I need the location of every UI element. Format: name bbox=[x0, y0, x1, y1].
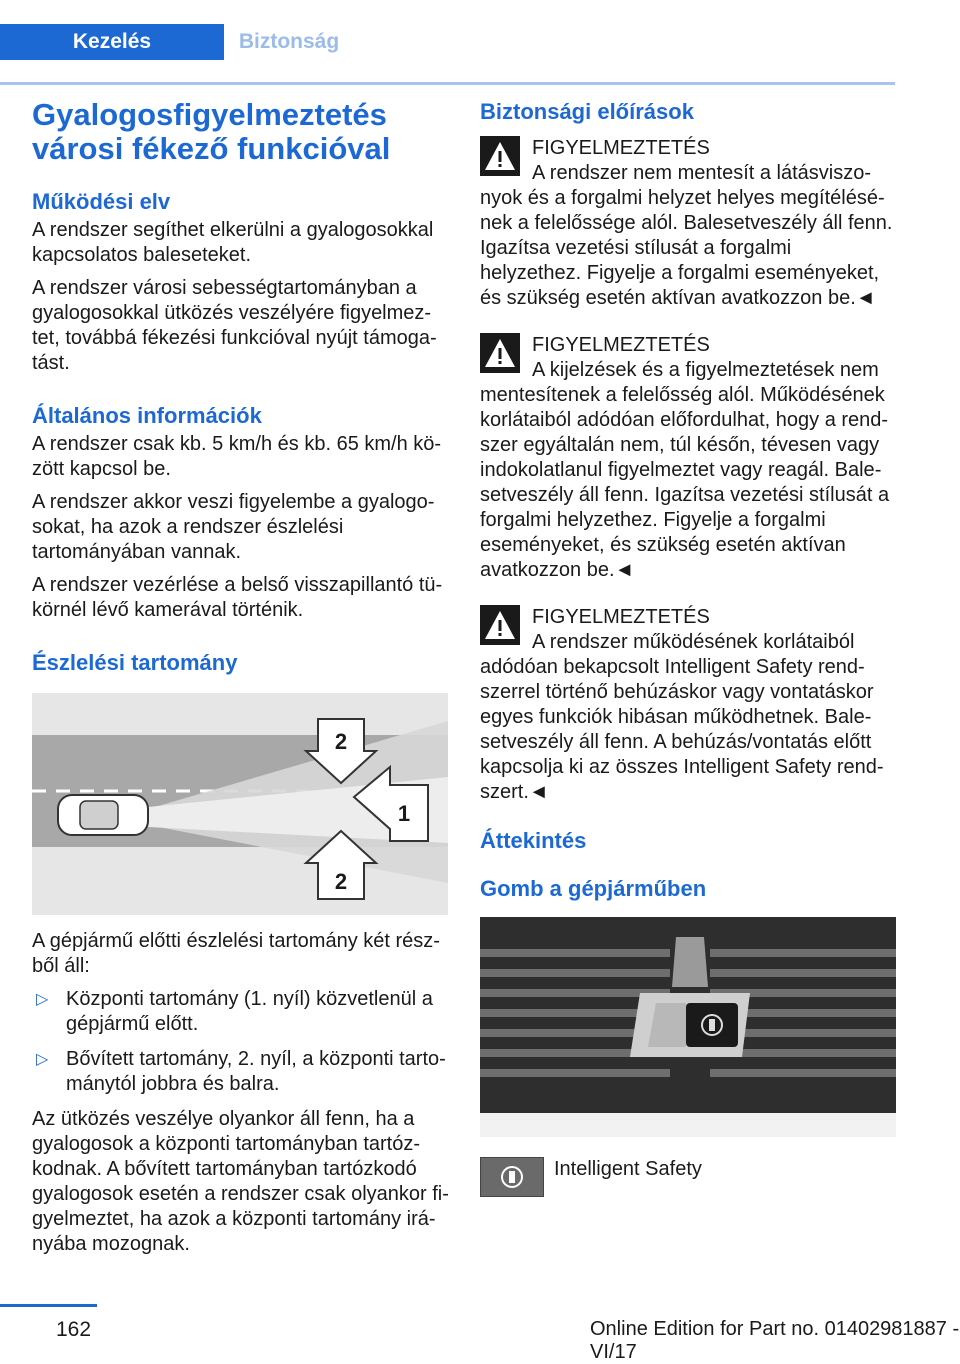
car-icon bbox=[58, 795, 148, 835]
left-column bbox=[32, 98, 450, 1265]
warning-title: FIGYELMEZTETÉS bbox=[532, 137, 710, 159]
section-tabs bbox=[0, 24, 895, 60]
button-photo bbox=[480, 917, 896, 1137]
tab-biztonsag[interactable]: Biztonság bbox=[238, 30, 340, 53]
warning-text: A rendszer nem mentesít a látásviszonyok és a forgalmi helyzet helyes megítélésének a felelőssége alól. Balesetveszély áll fenn. Igazítsa vezetési stílusát a forgalmi helyzethez. Figyelje a forgalmi eseményeket, és szükség esetén aktívan avatkozzon be.◄ bbox=[480, 162, 893, 309]
heading-attekintes: Áttekintés bbox=[480, 828, 587, 853]
button-legend bbox=[480, 1157, 896, 1197]
paragraph: A rendszer segíthet elkerülni a gyalogosokkal kapcsolatos baleseteket. bbox=[32, 219, 434, 266]
warning-title: FIGYELMEZTETÉS bbox=[532, 334, 710, 356]
warning-icon bbox=[480, 136, 520, 176]
figure-label-2-top: 2 bbox=[334, 729, 348, 754]
list-item: ▷ Bővített tartomány, 2. nyíl, a központi tartománytól jobbra és balra. bbox=[36, 1048, 446, 1095]
warning-icon bbox=[480, 605, 520, 645]
right-column bbox=[480, 98, 896, 1197]
footer-line bbox=[0, 1304, 97, 1307]
figure-label-2-bottom: 2 bbox=[334, 869, 348, 894]
intelligent-safety-label: Intelligent Safety bbox=[554, 1158, 702, 1180]
heading-gomb-a-gepjarmuben: Gomb a gépjárműben bbox=[480, 876, 707, 901]
warning-block bbox=[480, 605, 896, 805]
bullet-list bbox=[32, 987, 450, 1097]
figure-label-1: 1 bbox=[397, 801, 411, 826]
paragraph: Az ütközés veszélye olyankor áll fenn, ha a gyalogosok a központi tartományban tartózkodnak. A bővített tartományban tartózkodó gyalogosok esetén a rendszer csak olyankor figyelmeztet, ha azok a központi tartomány irányába mozognak. bbox=[32, 1108, 449, 1255]
heading-mukodesi-elv: Működési elv bbox=[32, 189, 171, 214]
warning-text: A rendszer működésének korlátaiból adódóan bekapcsolt Intelligent Safety rendszerrel történő behúzáskor vagy vontatáskor egyes funkciók hibásan működhetnek. Balesetveszély áll fenn. A behúzás/vontatás előtt kapcsolja ki az összes Intelligent Safety rendszert.◄ bbox=[480, 631, 884, 803]
dashboard-button-illustration bbox=[480, 917, 896, 1137]
tab-underline bbox=[0, 82, 895, 85]
heading-biztonsagi-eloirasok: Biztonsági előírások bbox=[480, 99, 694, 124]
edition-info: Online Edition for Part no. 01402981887 - VI/17 bbox=[590, 1318, 960, 1363]
paragraph: A rendszer vezérlése a belső visszapillantó tükörnél lévő kamerával történik. bbox=[32, 574, 443, 621]
heading-eszlelesi-tartomany: Észlelési tartomány bbox=[32, 650, 238, 675]
list-item: ▷ Központi tartomány (1. nyíl) közvetlenül a gépjármű előtt. bbox=[36, 988, 433, 1035]
bullet-triangle-icon: ▷ bbox=[36, 1051, 49, 1068]
heading-altalanos-informaciok: Általános információk bbox=[32, 403, 262, 428]
bullet-triangle-icon: ▷ bbox=[36, 991, 49, 1008]
page-number: 162 bbox=[56, 1318, 92, 1341]
warning-title: FIGYELMEZTETÉS bbox=[532, 606, 710, 628]
paragraph: A gépjármű előtti észlelési tartomány két részből áll: bbox=[32, 930, 440, 977]
intelligent-safety-button-icon[interactable] bbox=[480, 1157, 544, 1197]
tab-kezeles[interactable]: Kezelés bbox=[0, 24, 224, 60]
detection-range-figure bbox=[32, 693, 448, 915]
warning-icon bbox=[480, 333, 520, 373]
warning-block bbox=[480, 136, 896, 311]
paragraph: A rendszer városi sebességtartományban a gyalogosokkal ütközés veszélyére figyelmeztet, továbbá fékezési funkcióval nyújt támogatást. bbox=[32, 277, 437, 374]
warning-text: A kijelzések és a figyelmeztetések nem mentesítenek a felelősség alól. Működésének korlátaiból adódóan előfordulhat, hogy a rendszer egyáltalán nem, túl későn, tévesen vagy indokolatlanul figyelmeztet vagy reagál. Balesetveszély áll fenn. Igazítsa vezetési stílusát a forgalmi helyzethez. Figyelje a forgalmi eseményeket, és szükség esetén aktívan avatkozzon be.◄ bbox=[480, 359, 890, 581]
paragraph: A rendszer csak kb. 5 km/h és kb. 65 km/h között kapcsol be. bbox=[32, 433, 442, 480]
page-title: Gyalogosfigyelmeztetés városi fékező funkcióval bbox=[32, 97, 391, 166]
detection-range-diagram bbox=[32, 693, 448, 915]
paragraph: A rendszer akkor veszi figyelembe a gyalogosokat, ha azok a rendszer észlelési tartományában vannak. bbox=[32, 491, 435, 563]
warning-block bbox=[480, 333, 896, 583]
